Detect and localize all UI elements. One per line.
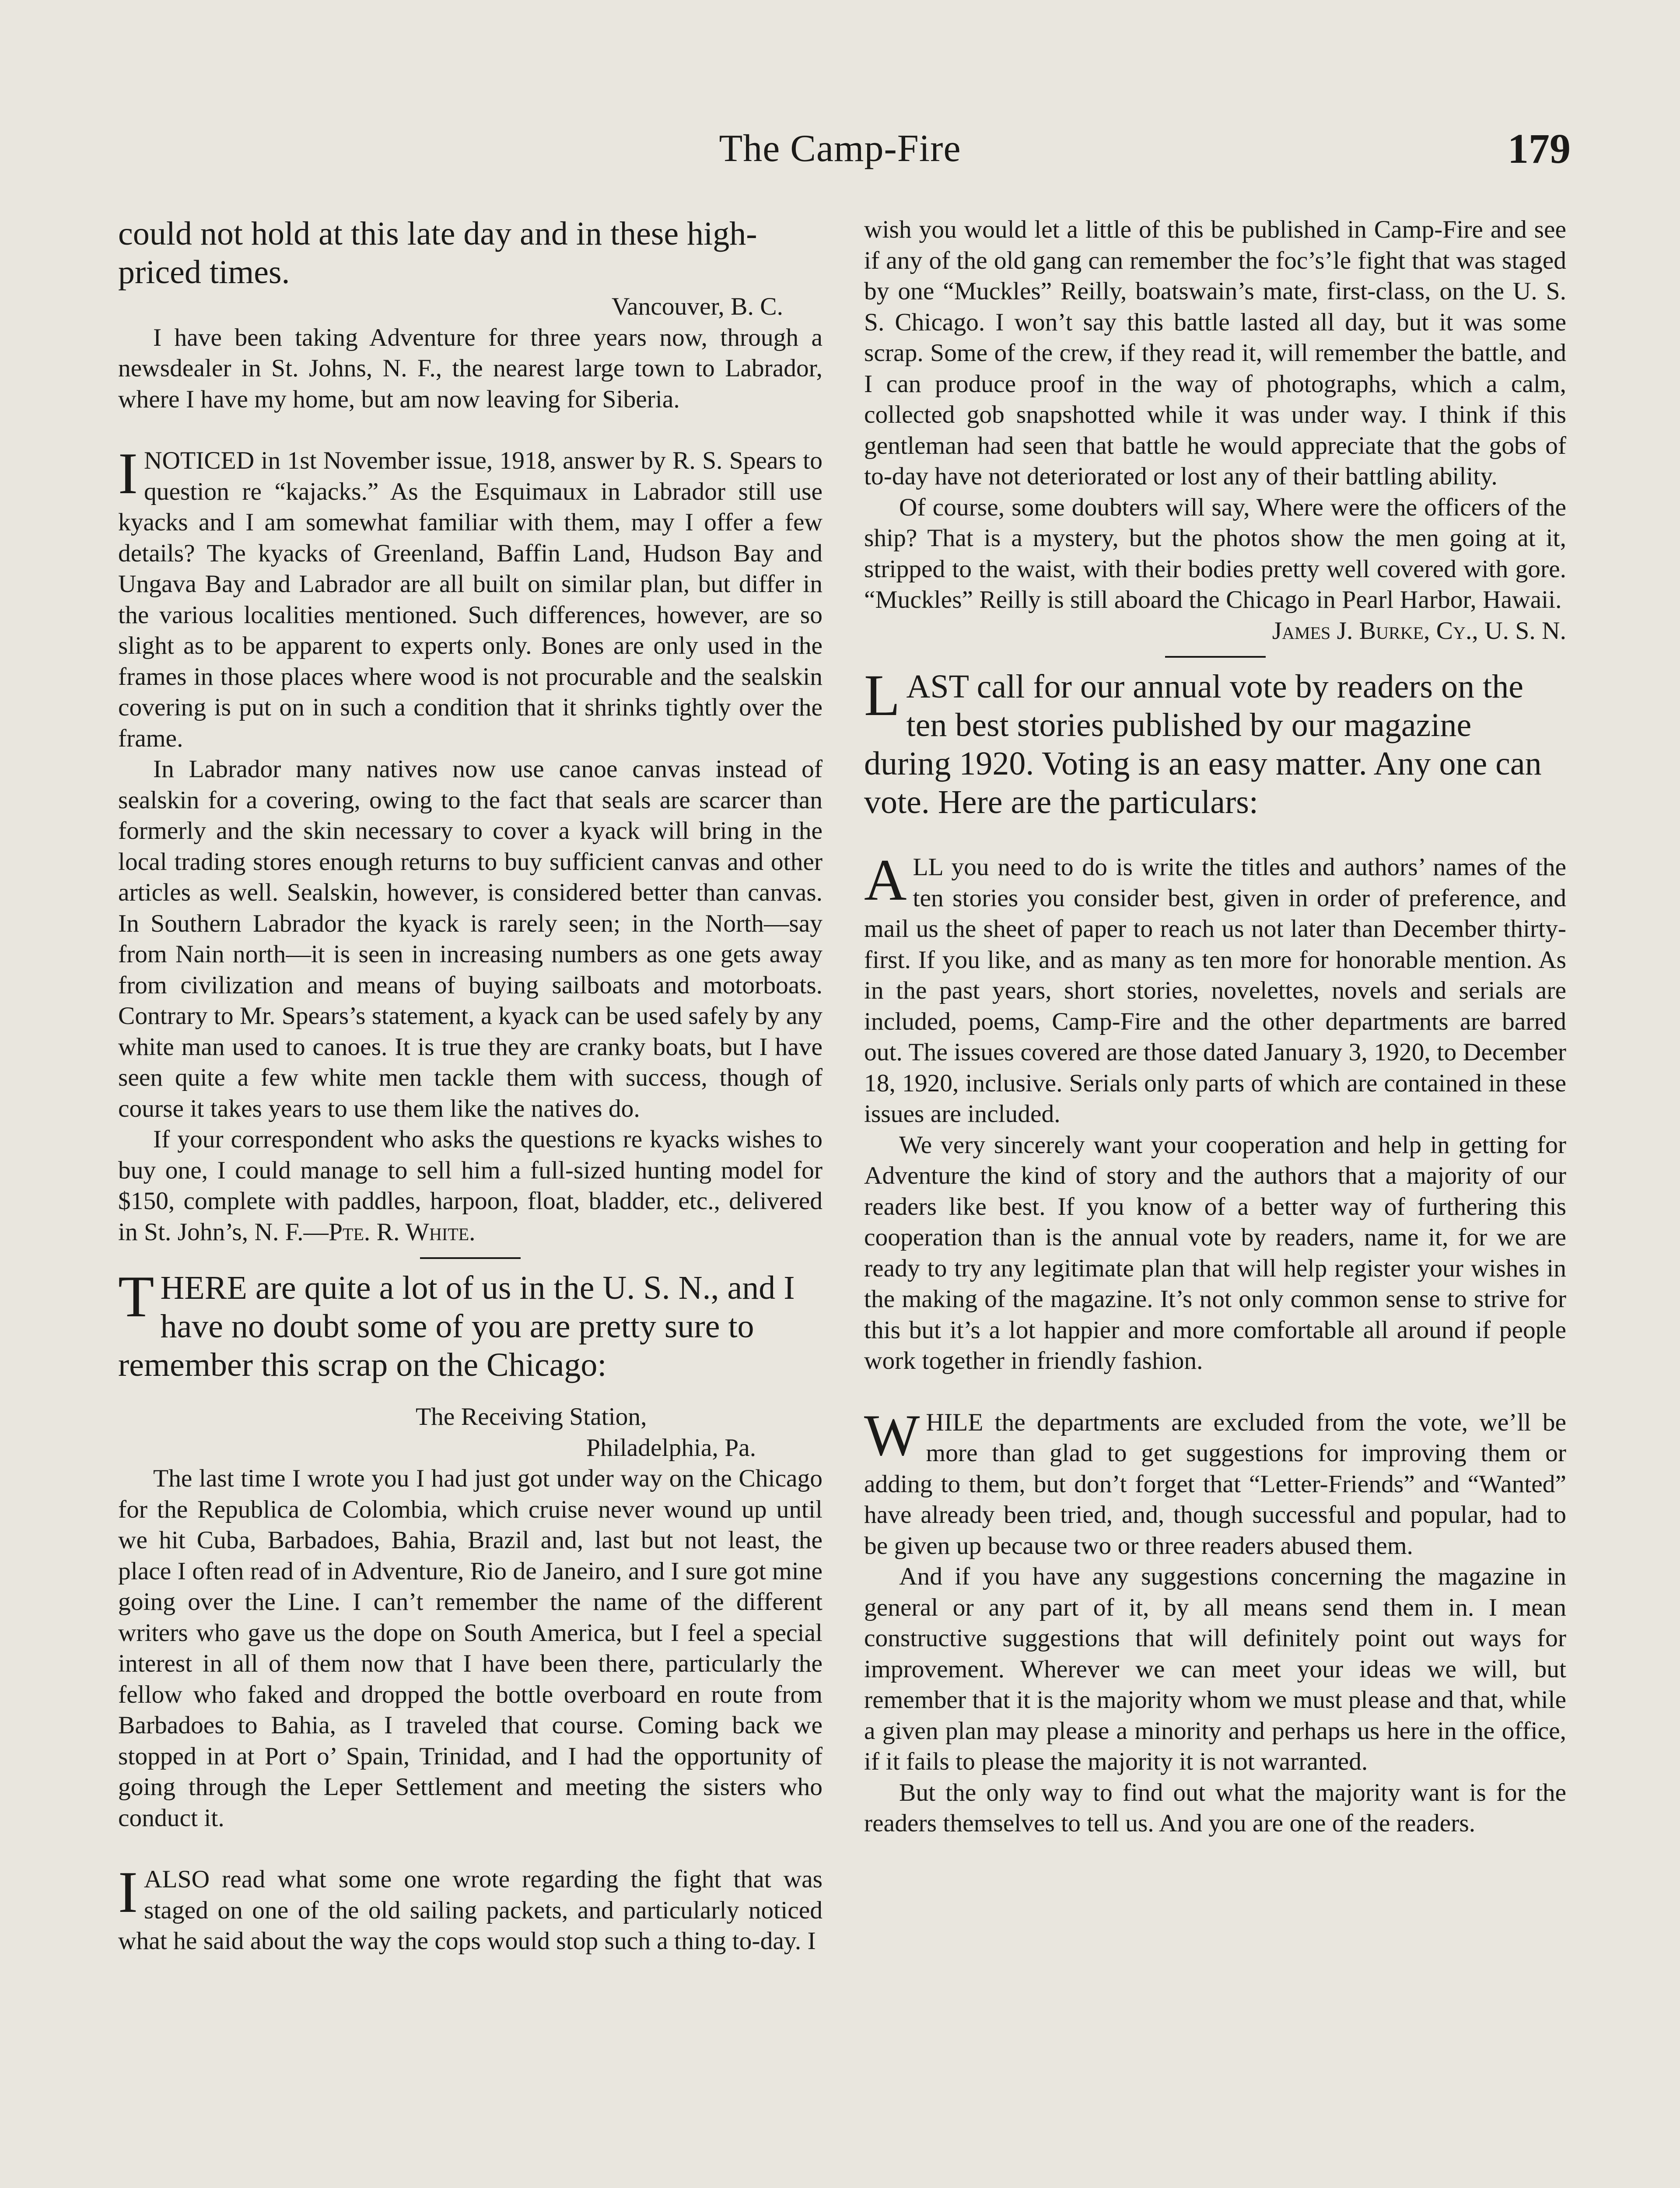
paragraph-text: NOTICED in 1st November issue, 1918, answer by R. S. Spears to question re “kajacks.” As the Esquimaux in Labrador still use kyacks and I am somewhat familiar with them, may I offer a few details? The kyacks of Greenland, Baffin Land, Hudson Bay and Ungava Bay and Labrador are all built on similar plan, but differ in the various localities mentioned. Such differences, however, are so slight as to be apparent to experts only. Bones are only used in the frames in those places where wood is not procurable and the sealskin covering is put on in such a condition that it shrinks tightly over the frame. [118, 447, 822, 752]
left-column [118, 214, 822, 2188]
running-title: The Camp-Fire [719, 127, 961, 170]
letter-paragraph: The last time I wrote you I had just got under way on the Chicago for the Republica de Colombia, which cruise never wound up until we hit Cuba, Barbadoes, Bahia, Brazil and, last but not least, the place I often read of in Adventure, Rio de Janeiro, and I sure got mine going over the Line. I can’t remember the name of the different writers who gave us the dope on South America, but I feel a special interest in all of them now that I have been there, particularly the fellow who faked and dropped the bottle overboard en route from Barbadoes to Bahia, as I traveled that course. Coming back we stopped in at Port o’ Spain, Trinidad, and I had the opportunity of going through the Leper Settlement and meeting the sisters who conduct it. [118, 1465, 822, 1832]
letter-paragraph [118, 1860, 822, 1957]
vote-paragraph: We very sincerely want your cooperation and help in getting for Adventure the kind of story and the authors that a majority of our readers like best. If you know of a better way of furthering this cooperation than is the annual vote by readers, name it, for we are ready to try any legitimate plan that will help register your wishes in the making of the magazine. It’s not only common sense to strive for this but it’s a lot happier and more comfortable all around if people work together in friendly fashion. [864, 1131, 1566, 1375]
letter-place: Philadelphia, Pa. [586, 1434, 756, 1462]
paragraph-text: If your correspondent who asks the questions re kyacks wishes to buy one, I could manage to sell him a full-sized hunting model for $150, complete with paddles, harpoon, float, bladder, etc., delivered in St. John’s, N. F.— [118, 1126, 822, 1246]
departments-paragraph: But the only way to find out what the majority want is for the readers themselves to tell us. And you are one of the readers. [864, 1778, 1566, 1837]
letter-paragraph [118, 1124, 822, 1248]
letter-place: Vancouver, B. C. [611, 293, 783, 320]
drop-cap: L [864, 663, 900, 728]
paragraph-text: LL you need to do is write the titles and authors’ names of the ten stories you consider best, given in order of preference, and mail us the sheet of paper to reach us not later than December thirty-first. If you like, and as many as ten more for honorable mention. As in the past years, short stories, novelettes, novels and serials are included, poems, Camp-Fire and the other departments are barred out. The issues covered are those dated January 3, 1920, to December 18, 1920, inclusive. Serials only parts of which are contained in these issues are included. [864, 853, 1566, 1128]
drop-cap: W [864, 1403, 920, 1468]
drop-cap: T [118, 1264, 154, 1329]
page-header [0, 116, 1680, 182]
letter-paragraph: Of course, some doubters will say, Where were the officers of the ship? That is a mystery, but the photos show the men going at it, stripped to the waist, with their bodies pretty well covered with gore. “Muckles” Reilly is still aboard the Chicago in Pearl Harbor, Hawaii. [864, 493, 1566, 614]
paragraph-text: HERE are quite a lot of us in the U. S. N., and I have no doubt some of you are pretty sure to remember this scrap on the Chicago: [118, 1269, 795, 1383]
drop-cap: A [864, 848, 907, 913]
section-gap [118, 1384, 822, 1402]
section-intro [118, 1264, 822, 1384]
drop-cap: I [118, 1860, 138, 1925]
section-gap [864, 1377, 1566, 1407]
intro-continuation: could not hold at this late day and in these high-priced times. [118, 215, 757, 291]
paragraph-text: ALSO read what some one wrote regarding the fight that was staged on one of the old sailing packets, and particularly noticed what he said about the way the cops would stop such a thing to-day. I [118, 1865, 822, 1955]
letter-paragraph: wish you would let a little of this be published in Camp-Fire and see if any of the old gang can remember the foc’s’le fight that was staged by one “Muckles” Reilly, boatswain’s mate, first-class, on the U. S. S. Chicago. I won’t say this battle lasted all day, but it was some scrap. Some of the crew, if they read it, will remember the battle, and I can produce proof in the way of photographs, which a calm, collected gob snapshotted while it was under way. I think if this gentleman had seen that battle he would appreciate that the gobs of to-day have not deteriorated or lost any of their battling ability. [864, 216, 1566, 490]
paragraph-text: AST call for our annual vote by readers on the ten best stories published by our magazine during 1920. Voting is an easy matter. Any one can vote. Here are the particulars: [864, 668, 1542, 820]
divider-rule [420, 1257, 521, 1259]
letter-place: The Receiving Station, [416, 1403, 647, 1431]
vote-paragraph [864, 848, 1566, 1130]
letter-paragraph: In Labrador many natives now use canoe canvas instead of sealskin for a covering, owing to the fact that seals are scarcer than formerly and the skin necessary to cover a kyack will bring in the local trading stores enough returns to buy sufficient canvas and other articles as well. Sealskin, however, is considered better than canvas. In Southern Labrador the kyack is rarely seen; in the North—say from Nain north—it is seen in increasing numbers as one gets away from civilization and means of buying sailboats and motorboats. Contrary to Mr. Spears’s statement, a kyack can be used safely by any white man used to canoes. It is true they are cranky boats, but I have seen quite a few white men tackle them with success, though of course it takes years to use them like the natives do. [118, 755, 822, 1122]
letter-paragraph [118, 441, 822, 754]
section-intro [864, 663, 1566, 821]
departments-paragraph [864, 1403, 1566, 1562]
paragraph-text: HILE the departments are excluded from the vote, we’ll be more than glad to get suggestions for improving them or adding to them, but don’t forget that “Letter-Friends” and “Wanted” have already been tried, and, though successful and popular, had to be given up because two or three readers abused them. [864, 1408, 1566, 1560]
section-gap [118, 415, 822, 445]
divider-rule [1165, 656, 1266, 658]
letter-paragraph: I have been taking Adventure for three years now, through a newsdealer in St. Johns, N. F., the nearest large town to Labrador, where I have my home, but am now leaving for Siberia. [118, 323, 822, 413]
section-gap [118, 1834, 822, 1864]
drop-cap: I [118, 441, 138, 506]
departments-paragraph: And if you have any suggestions concerning the magazine in general or any part of it, by all means send them in. I mean constructive suggestions that will definitely point out ways for improvement. Wherever we can meet your ideas we will, but remember that it is the majority whom we must please and that, while a given plan may please a minority and perhaps us here in the office, if it fails to please the majority it is not warranted. [864, 1563, 1566, 1775]
letter-signature: Pte. R. White. [329, 1218, 476, 1246]
section-gap [864, 821, 1566, 852]
letter-signature: James J. Burke, Cy., U. S. N. [1272, 617, 1566, 645]
page-number: 179 [1508, 125, 1571, 172]
right-column [864, 214, 1566, 2188]
